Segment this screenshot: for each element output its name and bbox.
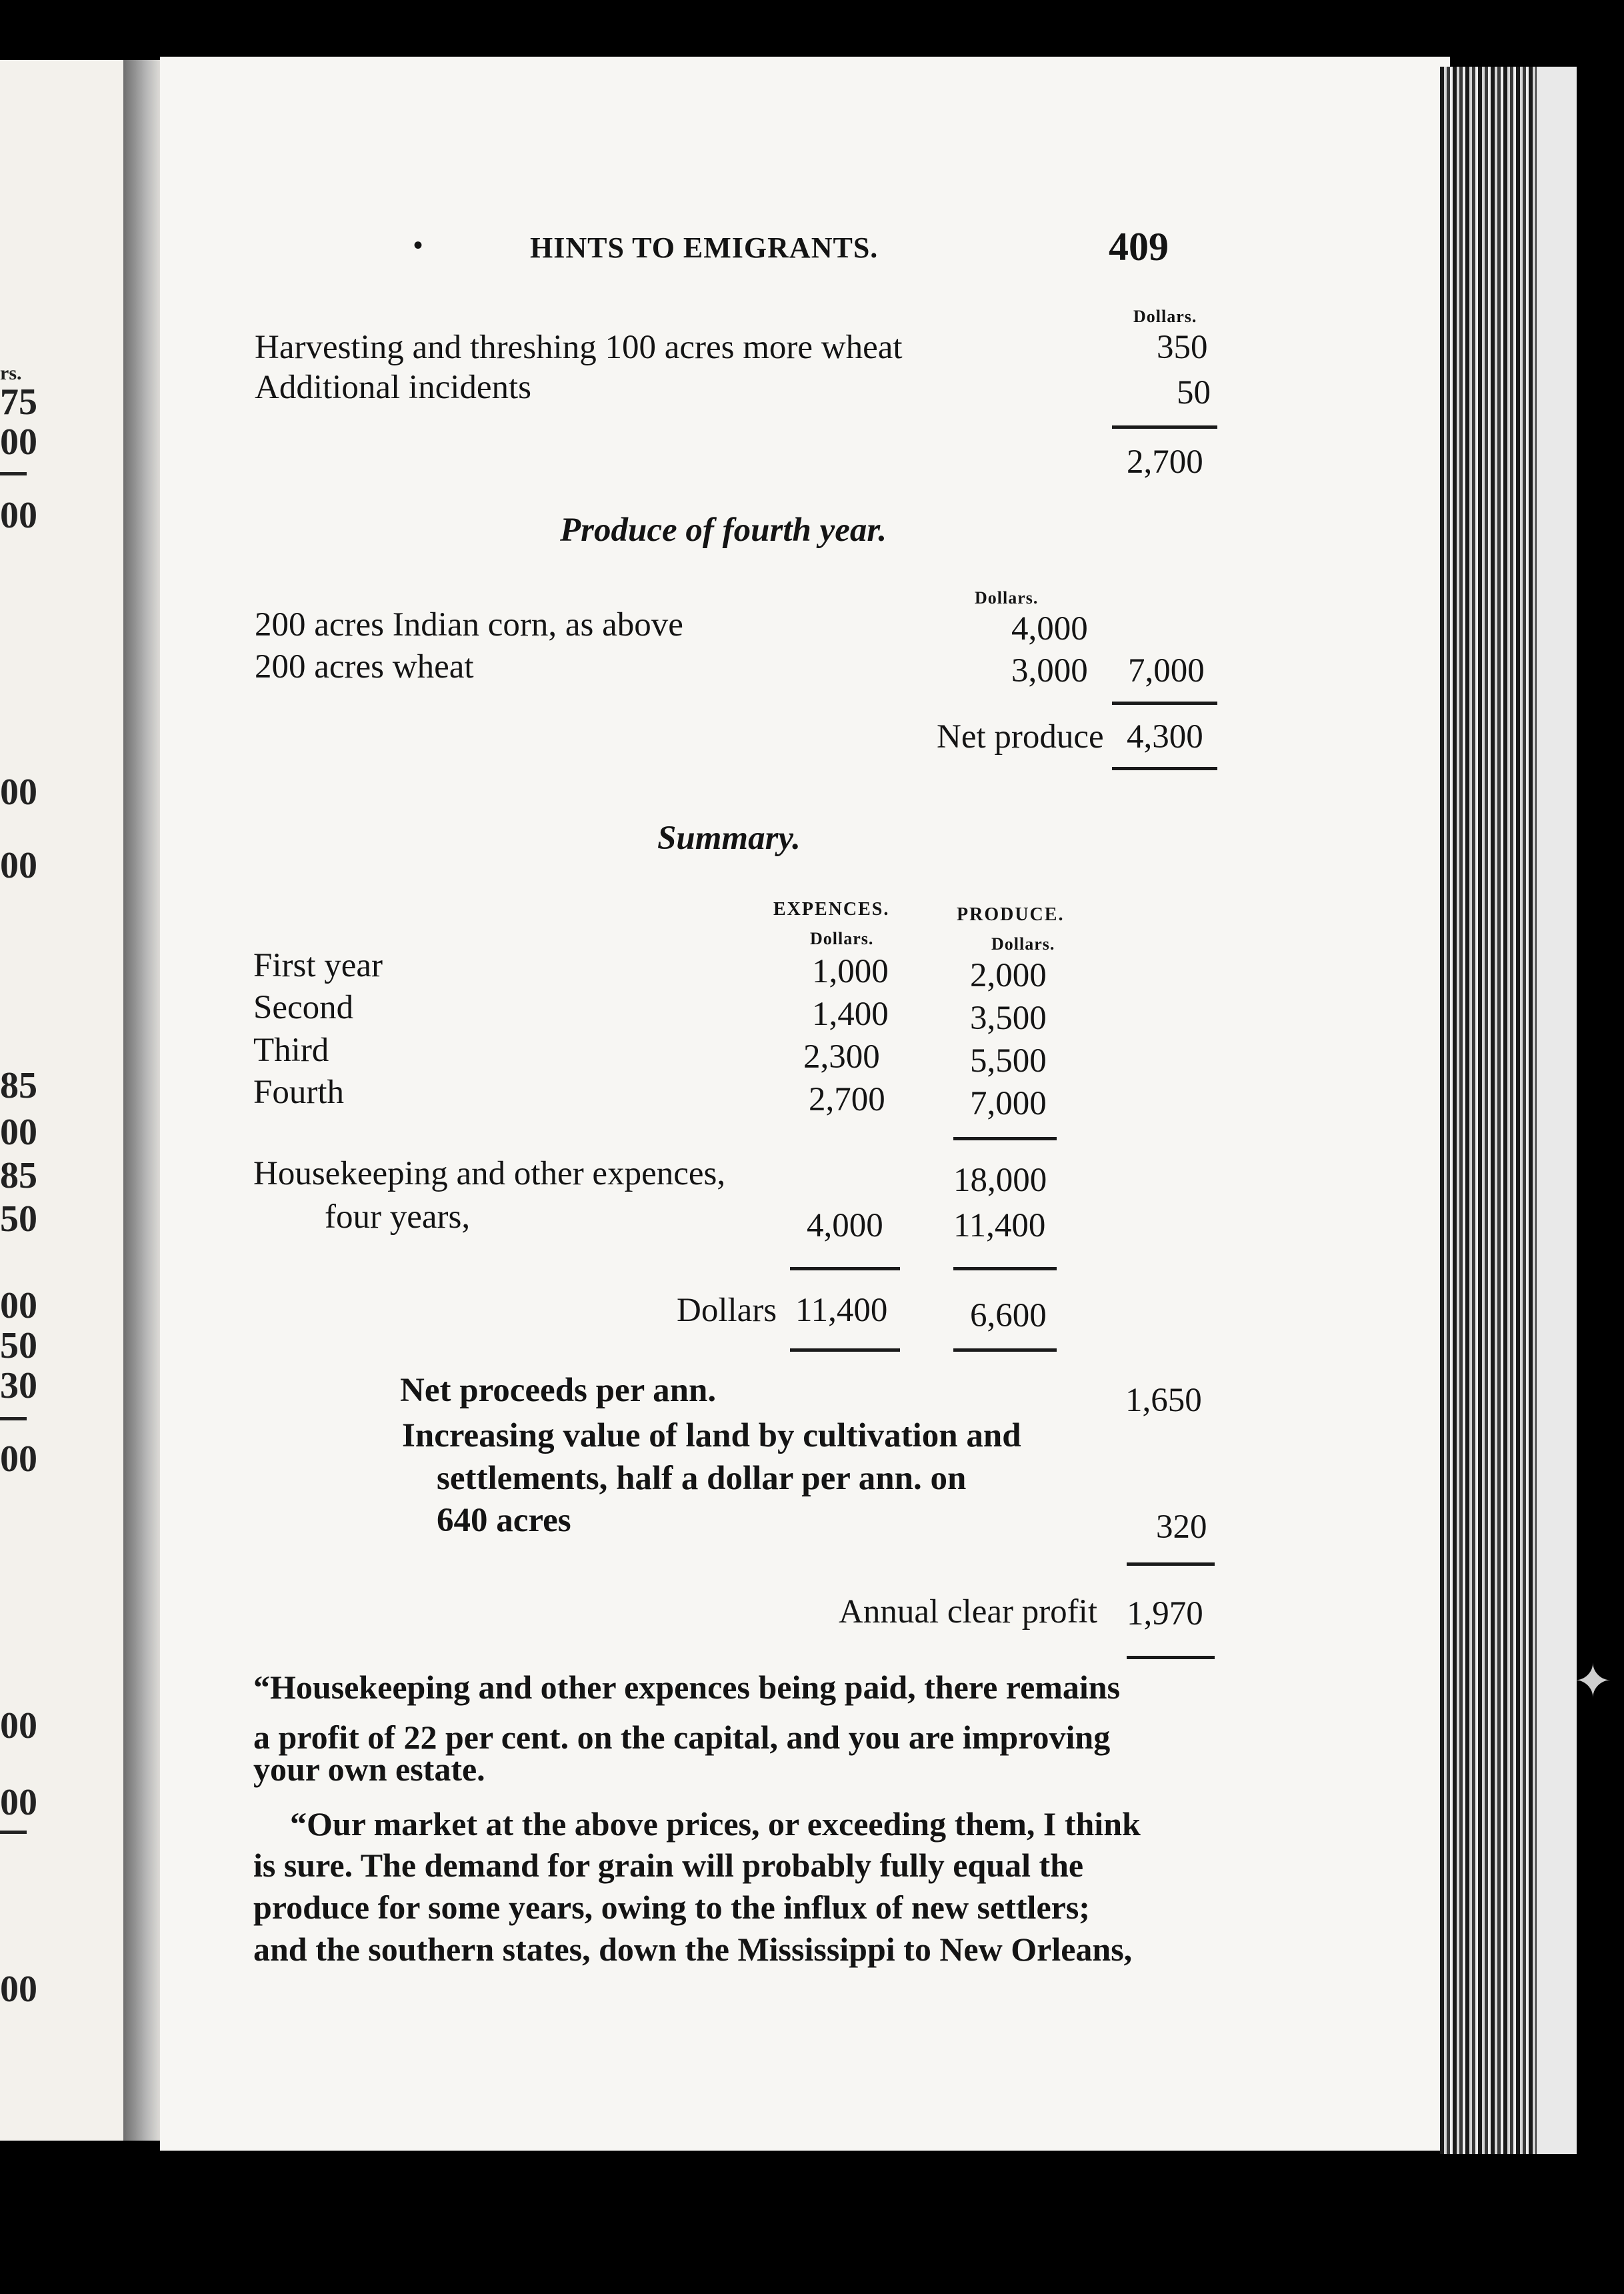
unit-label: Dollars. — [975, 588, 1039, 608]
page-number: 409 — [1109, 225, 1169, 269]
net-proceeds-value: 1,650 — [1125, 1382, 1202, 1419]
sum-rule — [790, 1348, 900, 1352]
summary-expences: 2,300 — [803, 1038, 880, 1076]
expense-row-value: 350 — [1157, 329, 1208, 366]
paragraph-line: produce for some years, owing to the influx of new settlers; — [253, 1889, 1090, 1926]
summary-produce: 7,000 — [970, 1085, 1047, 1122]
left-fragment: 00 — [0, 421, 37, 463]
sum-rule — [1112, 425, 1217, 429]
expense-row-value: 50 — [1177, 374, 1211, 411]
annual-profit-label: Annual clear profit — [839, 1593, 1098, 1630]
summary-produce: 5,500 — [970, 1042, 1047, 1080]
unit-label: Dollars. — [991, 934, 1055, 954]
dollars-expences: 11,400 — [795, 1292, 888, 1329]
column-header-expences: EXPENCES. — [773, 899, 890, 920]
produce-row-value: 3,000 — [1011, 652, 1088, 690]
housekeeping-label: four years, — [325, 1198, 471, 1236]
paragraph-line: is sure. The demand for grain will probably fully equal the — [253, 1847, 1084, 1884]
summary-expences: 1,400 — [812, 996, 889, 1033]
unit-label: Dollars. — [810, 929, 874, 948]
left-fragment: 00 — [0, 772, 37, 813]
produce-row-label: 200 acres Indian corn, as above — [255, 606, 683, 644]
increase-label: settlements, half a dollar per ann. on — [437, 1460, 967, 1497]
net-proceeds-label: Net proceeds per ann. — [400, 1372, 717, 1409]
left-fragment: 30 — [0, 1365, 37, 1406]
summary-produce: 3,500 — [970, 1000, 1047, 1037]
expense-row-label: Additional incidents — [255, 369, 532, 406]
increase-value: 320 — [1156, 1508, 1207, 1546]
left-fragment: 00 — [0, 1438, 37, 1480]
produce-subtotal: 18,000 — [953, 1162, 1047, 1199]
sum-rule — [1127, 1562, 1215, 1566]
paragraph-line: “Housekeeping and other expences being paid, there remains — [253, 1668, 1121, 1706]
left-fragment: 85 — [0, 1155, 37, 1196]
expense-total: 2,700 — [1127, 443, 1203, 481]
sum-rule — [1112, 702, 1217, 705]
produce-row-value: 4,000 — [1011, 610, 1088, 648]
left-fragment: 00 — [0, 1782, 37, 1823]
summary-row-label: Third — [253, 1032, 329, 1069]
column-header-produce: PRODUCE. — [957, 904, 1065, 925]
running-title: HINTS TO EMIGRANTS. — [530, 231, 879, 264]
sum-rule — [953, 1137, 1057, 1140]
produce-less: 11,400 — [953, 1207, 1046, 1244]
summary-row-label: First year — [253, 947, 383, 984]
sum-rule — [1127, 1656, 1215, 1659]
net-produce-value: 4,300 — [1127, 718, 1203, 756]
sum-rule — [953, 1348, 1057, 1352]
left-rule — [0, 1831, 27, 1834]
increase-label: Increasing value of land by cultivation and — [402, 1417, 1021, 1454]
paragraph-line: a profit of 22 per cent. on the capital, and you are improving — [253, 1718, 1111, 1756]
left-fragment: 75 — [0, 381, 37, 423]
left-fragment: 00 — [0, 1969, 37, 2010]
net-produce-label: Net produce — [937, 718, 1104, 756]
sum-rule — [953, 1267, 1057, 1270]
summary-expences: 1,000 — [812, 953, 889, 990]
dollars-label: Dollars — [677, 1292, 777, 1329]
left-fragment: 50 — [0, 1198, 37, 1240]
left-fragment: 00 — [0, 1112, 37, 1153]
summary-row-label: Second — [253, 989, 354, 1026]
left-fragment: 00 — [0, 495, 37, 536]
previous-page-edge — [0, 60, 123, 2141]
sum-rule — [790, 1267, 900, 1270]
left-rule — [0, 472, 27, 475]
left-fragment: rs. — [0, 362, 22, 384]
section-title: Produce of fourth year. — [560, 511, 887, 549]
increase-label: 640 acres — [437, 1502, 571, 1539]
scan-artifact-icon: ✦ — [1573, 1656, 1613, 1708]
unit-label: Dollars. — [1133, 307, 1197, 326]
produce-row-label: 200 acres wheat — [255, 648, 474, 686]
left-fragment: 50 — [0, 1325, 37, 1366]
summary-expences: 2,700 — [809, 1081, 885, 1118]
left-fragment: 00 — [0, 845, 37, 886]
sum-rule — [1112, 767, 1217, 770]
housekeeping-expences: 4,000 — [807, 1207, 883, 1244]
summary-produce: 2,000 — [970, 957, 1047, 994]
expense-row-label: Harvesting and threshing 100 acres more wheat — [255, 329, 903, 366]
paragraph-line: “Our market at the above prices, or exceeding them, I think — [290, 1805, 1141, 1843]
housekeeping-label: Housekeeping and other expences, — [253, 1155, 726, 1192]
left-fragment: 00 — [0, 1705, 37, 1747]
dollars-produce: 6,600 — [970, 1297, 1047, 1334]
header-dot-icon: • — [413, 230, 423, 260]
left-rule — [0, 1417, 27, 1420]
section-title: Summary. — [657, 820, 801, 857]
produce-row-total: 7,000 — [1128, 652, 1205, 690]
paragraph-line: and the southern states, down the Mississippi to New Orleans, — [253, 1931, 1133, 1968]
binding-gutter — [123, 60, 163, 2141]
page-block-edge-light — [1537, 67, 1577, 2154]
summary-row-label: Fourth — [253, 1074, 345, 1111]
annual-profit-value: 1,970 — [1127, 1595, 1203, 1632]
paragraph-line: your own estate. — [253, 1751, 485, 1788]
left-fragment: 00 — [0, 1285, 37, 1326]
left-fragment: 85 — [0, 1065, 37, 1106]
